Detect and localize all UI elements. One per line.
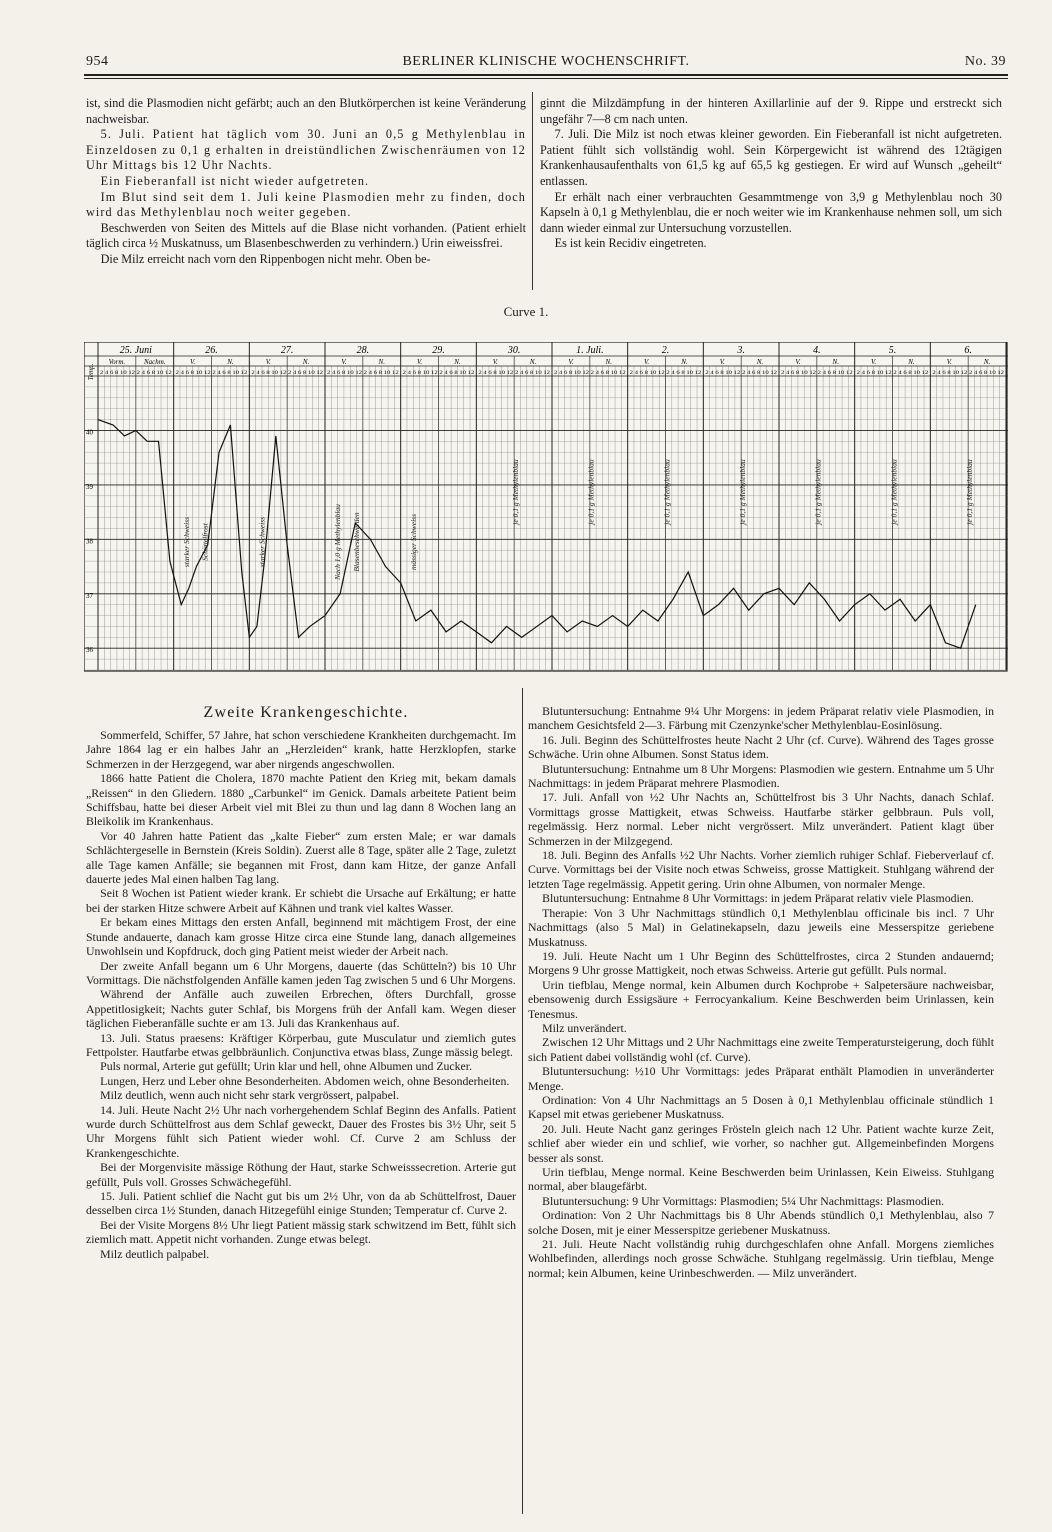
halfday-label: N.: [605, 358, 612, 366]
chart-annotation: starker Schweiss: [181, 516, 191, 568]
day-label: 5.: [888, 345, 897, 356]
paragraph: Ordination: Von 2 Uhr Nachmittags bis 8 Uhr Abends stündlich 0,1 Methylenblau, also 7 solche Dosen, mit je einer Messerspitze geriebener Muskatnuss.: [528, 1208, 994, 1237]
halfday-label: V.: [719, 358, 725, 366]
hours-row: 2 4 6 8 10 12 2 4 6 8 10 12: [175, 371, 248, 376]
halfday-label: N.: [756, 358, 764, 366]
hours-row: 2 4 6 8 10 12 2 4 6 8 10 12: [856, 371, 929, 376]
paragraph: Blutuntersuchung: 9 Uhr Vormittags: Plasmodien; 5¼ Uhr Nachmittags: Plasmodien.: [542, 1193, 945, 1208]
hours-row: 2 4 6 8 10 12 2 4 6 8 10 12: [251, 371, 324, 376]
paragraph: Bei der Visite Morgens 8½ Uhr liegt Patient mässig stark schwitzend im Bett, fühlt sich ziemlich matt. Appetit nicht vorhanden. Zunge etwas belegt.: [86, 1217, 516, 1247]
paragraph: 7. Juli. Die Milz ist noch etwas kleiner geworden. Ein Fieberanfall ist nicht aufgetreten. Patient fühlt sich vollständig wohl. Sein Körpergewicht ist während des 12tägigen Krankenhausaufenthalts von 61,5 kg auf 65,5 kg gestiegen. Er wird auf Wunsch „geheilt“ entlassen.: [540, 127, 1002, 188]
header-rule-thin: [84, 78, 1008, 79]
chart-annotation: je 0,1 g Methylenblau: [510, 459, 520, 525]
paragraph: 19. Juli. Heute Nacht um 1 Uhr Beginn des Schüttelfrostes, circa 2 Stunden andauernd; Morgens 9 Uhr grosse Mattigkeit, noch etwas Schweiss. Arterie gut gefüllt. Puls normal.: [528, 948, 994, 978]
day-label: 26.: [205, 345, 218, 356]
section-title: Zweite Krankengeschichte.: [203, 704, 409, 721]
halfday-label: V.: [492, 358, 498, 366]
paragraph: Blutuntersuchung: ½10 Uhr Vormittags: jedes Präparat enthält Plamodien in unveränderter Menge.: [528, 1064, 994, 1093]
day-label: 27.: [280, 345, 294, 356]
halfday-label: V.: [795, 358, 801, 366]
paragraph: 18. Juli. Beginn des Anfalls ½2 Uhr Nachts. Vorher ziemlich ruhiger Schlaf. Fieberverlauf cf. Curve. Vormittags bei der Visite noch etwas Schweiss, grosse Mattigkeit. Stuhlgang während der letzten Tage regelmässig. Appetit gering. Urin ohne Albumen, von normaler Menge.: [528, 848, 994, 891]
paragraph: ginnt die Milzdämpfung in der hinteren Axillarlinie auf der 9. Rippe und erstreckt sich ungefähr 7—8 cm nach unten.: [540, 96, 1002, 126]
hours-row: 2 4 6 8 10 12 2 4 6 8 10 12: [554, 371, 627, 376]
paragraph: Blutuntersuchung: Entnahme 9¼ Uhr Morgens: in jedem Präparat relativ viele Plasmodien, in manchem Gesichtsfeld 2—3. Färbung mit Czenzynke'scher Methylenblau-Eosinlösung.: [528, 704, 994, 733]
halfday-label: V.: [871, 358, 877, 366]
halfday-label: N.: [529, 358, 537, 366]
temperature-curve-chart: [84, 342, 1008, 672]
paragraph: Beschwerden von Seiten des Mittels auf die Blase nicht vorhanden. (Patient erhielt täglich circa ½ Muskatnuss, um Blasenbeschwerden zu verhindern.) Urin eiweissfrei.: [86, 220, 526, 251]
halfday-label: N.: [983, 358, 991, 366]
paragraph: Lungen, Herz und Leber ohne Besonderheiten. Abdomen weich, ohne Besonderheiten.: [100, 1073, 510, 1088]
chart-annotation: Schüttelfrost: [200, 523, 210, 561]
day-label: 2.: [661, 345, 670, 356]
halfday-label: V.: [568, 358, 574, 366]
y-tick-label: 40: [86, 428, 93, 437]
halfday-label: V.: [946, 358, 952, 366]
chart-annotation: je 0,1 g Methylenblau: [737, 459, 747, 525]
y-axis-label: Temp.: [87, 363, 95, 381]
day-label: 28.: [356, 345, 370, 356]
paragraph: Therapie: Von 3 Uhr Nachmittags stündlich 0,1 Methylenblau officinale bis incl. 7 Uhr Nachmittags (also 5 Mal) in Gelatinekapseln, dazu jeweils eine Messerspitze geriebene Muskatnuss.: [528, 905, 994, 949]
day-label: 25. Juni: [119, 345, 152, 356]
paragraph: Seit 8 Wochen ist Patient wieder krank. Er schiebt die Ursache auf Erkältung; er hatte bei der starken Hitze schwere Arbeit auf Kähnen und trank viel kaltes Wasser.: [86, 886, 516, 915]
paragraph: Während der Anfälle auch zuweilen Erbrechen, öfters Durchfall, grosse Appetitlosigkeit; Nachts guter Schlaf, bis Morgens früh der Anfall kam. Wegen dieser täglichen Fieberanfälle suchte er am 13. Juli das Krankenhaus auf.: [86, 987, 516, 1031]
halfday-label: N.: [227, 358, 234, 366]
paragraph: Er bekam eines Mittags den ersten Anfall, beginnend mit mächtigem Frost, der eine Stunde andauerte, danach kam grosse Hitze circa eine Stunde lang, danach allgemeines Unwohlsein und Kopfdruck, doch ging Patient meist wieder der Arbeit nach.: [86, 915, 516, 959]
page-header: [86, 54, 1006, 74]
paragraph: Die Milz erreicht nach vorn den Rippenbogen nicht mehr. Oben be-: [100, 251, 431, 266]
hours-row: 2 4 6 8 10 12 2 4 6 8 10 12: [327, 371, 400, 376]
y-tick-label: 39: [86, 482, 93, 491]
paragraph: 20. Juli. Heute Nacht ganz geringes Frösteln gleich nach 12 Uhr. Patient wachte kurze Zeit, schlief aber wieder ein und schlief, wie vorher, so nachher gut. Allgemeinbefinden Morgens besser als sonst.: [528, 1121, 994, 1165]
chart-annotation: je 0,1 g Methylenblau: [586, 459, 596, 525]
paragraph: 14. Juli. Heute Nacht 2½ Uhr nach vorhergehendem Schlaf Beginn des Anfalls. Patient wurde durch Schüttelfrost aus dem Schlaf geweckt, Dauer des Frostes bis 3½ Uhr, seit 5 Uhr Morgens fühlt sich Patient wieder wohl. Cf. Curve 2 am Schluss der Krankengeschichte.: [86, 1102, 516, 1160]
chart-annotation: je 0,1 g Methylenblau: [813, 459, 823, 525]
halfday-label: N.: [378, 358, 385, 366]
temperature-curve-svg: [84, 342, 1008, 672]
paragraph: ist, sind die Plasmodien nicht gefärbt; auch an den Blutkörperchen ist keine Veränderung nachweisbar.: [86, 96, 526, 126]
day-label: 29.: [432, 345, 445, 356]
chart-annotation: je 0,1 g Methylenblau: [662, 459, 672, 525]
paragraph: Vor 40 Jahren hatte Patient das „kalte Fieber“ zum ersten Male; er war damals Schlächtergeselle in Bernstein (Kreis Soldin). Zuerst alle 8 Tage, später alle 2 Tage, zuletzt alle Tage kamen Anfälle; sie begannen mit Frost, dann kam Hitze, der ganze Anfall dauerte jedes Mal einen halben Tag lang.: [86, 828, 516, 887]
paragraph: Ein Fieberanfall ist nicht wieder aufgetreten.: [100, 173, 370, 188]
y-tick-label: 38: [86, 537, 93, 546]
paragraph: Blutuntersuchung: Entnahme 8 Uhr Vormittags: in jedem Präparat relativ viele Plasmodien.: [542, 891, 974, 906]
paragraph: Bei der Morgenvisite mässige Röthung der Haut, starke Schweisssecretion. Arterie gut gefüllt, Puls voll. Grosses Schwächegefühl.: [86, 1160, 516, 1189]
hours-row: 2 4 6 8 10 12 2 4 6 8 10 12: [781, 371, 854, 376]
y-tick-label: 37: [86, 591, 93, 600]
halfday-label: N.: [908, 358, 915, 366]
paragraph: 1866 hatte Patient die Cholera, 1870 machte Patient den Krieg mit, bekam damals „Reissen“ in den Gliedern. 1880 „Carbunkel“ im Genick. Damals arbeitete Patient beim Schiffsbau, hatte bei dieser Arbeit viel mit Blei zu thun und lag dann 8 Wochen lang an Bleikolik im Krankenhaus.: [86, 771, 516, 829]
day-label: 30.: [507, 345, 521, 356]
halfday-label: V.: [417, 358, 423, 366]
column-divider-top: [532, 92, 533, 290]
curve-title: Curve 1.: [503, 304, 549, 319]
issue-number: No. 39: [964, 54, 1006, 69]
paragraph: Puls normal, Arterie gut gefüllt; Urin klar und hell, ohne Albumen und Zucker.: [100, 1059, 473, 1074]
hours-row: 2 4 6 8 10 12 2 4 6 8 10 12: [402, 371, 475, 376]
hours-row: 2 4 6 8 10 12 2 4 6 8 10 12: [478, 371, 551, 376]
halfday-label: Nachm.: [143, 358, 166, 366]
chart-annotation: Nach 1,0 g Methylenblau: [333, 504, 343, 580]
paragraph: 16. Juli. Beginn des Schüttelfrostes heute Nacht 2 Uhr (cf. Curve). Während des Tages grosse Schwäche. Urin ohne Albumen. Sonst Status idem.: [528, 732, 994, 762]
page-number: 954: [86, 54, 109, 69]
paragraph: Es ist kein Recidiv eingetreten.: [554, 236, 707, 251]
halfday-label: N.: [832, 358, 839, 366]
paragraph: 13. Juli. Status praesens: Kräftiger Körperbau, gute Musculatur und ziemlich gutes Fettpolster. Hautfarbe etwas gelbbräunlich. Conjunctiva etwas blass, Zunge mässig belegt.: [86, 1030, 516, 1059]
halfday-label: V.: [644, 358, 650, 366]
paragraph: Der zweite Anfall begann um 6 Uhr Morgens, dauerte (das Schütteln?) bis 10 Uhr Vormittags. Die nächstfolgenden Anfälle kamen jeden Tag zwischen 5 und 6 Uhr Morgens.: [86, 958, 516, 987]
paragraph: Milz deutlich, wenn auch nicht sehr stark vergrössert, palpabel.: [100, 1088, 400, 1103]
paragraph: Urin tiefblau, Menge normal. Keine Beschwerden beim Urinlassen, Kein Eiweiss. Stuhlgang normal, aber blaugefärbt.: [528, 1165, 994, 1194]
chart-annotation: je 0,1 g Methylenblau: [889, 459, 899, 525]
halfday-label: Vorm.: [108, 358, 126, 366]
paragraph: 17. Juli. Anfall von ½2 Uhr Nachts an, Schüttelfrost bis 3 Uhr Nachts, danach Schlaf. Vormittags grosse Mattigkeit, etwas Schweiss. Hautfarbe stärker gelbbraun. Puls voll, regelmässig. Herz normal. Leber nicht vergrössert. Milz unverändert. Patient klagt über Schmerzen in der Milzgegend.: [528, 790, 994, 848]
halfday-label: V.: [190, 358, 196, 366]
bottom-left-column: [86, 728, 516, 1261]
day-label: 6.: [964, 345, 972, 356]
chart-annotation: je 0,1 g Methylenblau: [964, 459, 974, 525]
halfday-label: V.: [265, 358, 271, 366]
halfday-label: N.: [302, 358, 310, 366]
day-label: 3.: [737, 345, 745, 356]
day-label: 4.: [813, 345, 821, 356]
paragraph: 5. Juli. Patient hat täglich vom 30. Juni an 0,5 g Methylenblau in Einzeldosen zu 0,1 g erhalten in dreistündlichen Zwischenräumen von 12 Uhr Mittags bis 12 Uhr Nachts.: [86, 127, 526, 173]
y-tick-label: 36: [86, 646, 93, 655]
paragraph: Ordination: Von 4 Uhr Nachmittags an 5 Dosen à 0,1 Methylenblau officinale stündlich 1 Kapsel mit etwas geriebener Muskatnuss.: [528, 1092, 994, 1122]
day-label: 1. Juli.: [576, 345, 604, 356]
chart-annotation: mässiger Schweiss: [408, 513, 418, 571]
paragraph: Milz unverändert.: [542, 1020, 627, 1035]
halfday-label: V.: [341, 358, 347, 366]
hours-row: 2 4 6 8 10 12 2 4 6 8 10 12: [629, 371, 702, 376]
halfday-label: N.: [454, 358, 461, 366]
bottom-right-column: [528, 704, 994, 1280]
journal-title: BERLINER KLINISCHE WOCHENSCHRIFT.: [402, 54, 690, 69]
chart-annotation: starker Schweiss: [257, 516, 267, 568]
header-rule: [84, 74, 1008, 76]
hours-row: 2 4 6 8 10 12 2 4 6 8 10 12: [932, 371, 1005, 376]
hours-row: 2 4 6 8 10 12 2 4 6 8 10 12: [705, 371, 778, 376]
halfday-label: N.: [681, 358, 688, 366]
column-divider-bottom: [522, 688, 523, 1514]
paragraph: Milz deutlich palpabel.: [100, 1246, 210, 1261]
chart-annotation: Blasenbeschwerden: [352, 512, 362, 572]
paragraph: Er erhält nach einer verbrauchten Gesammtmenge von 3,9 g Methylenblau noch 30 Kapseln à 0,1 g Methylenblau, die er noch weiter wie im Krankenhause nehmen soll, um sich dann wieder einmal zur Untersuchung vorzustellen.: [540, 189, 1002, 235]
paragraph: Urin tiefblau, Menge normal, kein Albumen durch Kochprobe + Salpetersäure nachweisbar, ebensowenig durch Essigsäure + Ferrocyankalium. Keine Beschwerden beim Urinlassen, kein Tenesmus.: [528, 977, 994, 1021]
hours-row: 2 4 6 8 10 12 2 4 6 8 10 12: [100, 371, 173, 376]
paragraph: Im Blut sind seit dem 1. Juli keine Plasmodien mehr zu finden, doch wird das Methylenblau noch weiter gegeben.: [86, 189, 526, 220]
paragraph: 15. Juli. Patient schlief die Nacht gut bis um 2½ Uhr, von da ab Schüttelfrost, Dauer desselben circa 1½ Stunden, danach Hitzegefühl einige Stunden; Temperatur cf. Curve 2.: [86, 1189, 516, 1218]
paragraph: Blutuntersuchung: Entnahme um 8 Uhr Morgens: Plasmodien wie gestern. Entnahme um 5 Uhr Nachmittags: in jedem Präparat mehrere Plasmodien.: [528, 761, 994, 791]
paragraph: 21. Juli. Heute Nacht vollständig ruhig durchgeschlafen ohne Anfall. Morgens ziemliches Wohlbefinden, allerdings noch grosse Schwäche. Stuhlgang regelmässig. Urin tiefblau, Menge normal; kein Albumen, keine Urinbeschwerden. — Milz unverändert.: [528, 1237, 994, 1280]
paragraph: Sommerfeld, Schiffer, 57 Jahre, hat schon verschiedene Krankheiten durchgemacht. Im Jahre 1864 lag er ein halbes Jahr an „Herzleiden“ krank, hatte Herzklopfen, starke Schmerzen in der Herzgegend, war aber nirgends angeschwollen.: [86, 728, 516, 771]
paragraph: Zwischen 12 Uhr Mittags und 2 Uhr Nachmittags eine zweite Temperatursteigerung, doch fühlt sich Patient dabei vollständig wohl (cf. Curve).: [528, 1035, 994, 1064]
top-right-column: [540, 96, 1002, 252]
top-left-column: [86, 96, 526, 268]
